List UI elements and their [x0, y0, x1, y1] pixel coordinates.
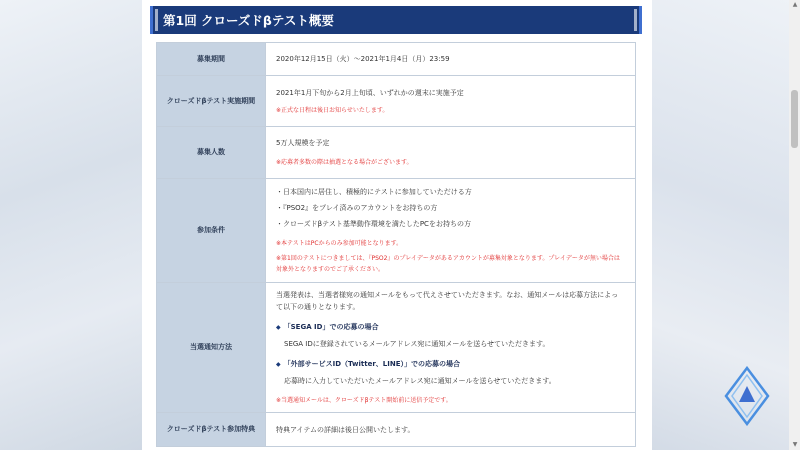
external-id-body: 応募時に入力していただいたメールアドレス宛に通知メールを送らせていただきます。 [284, 377, 556, 385]
condition-item: ・『PSO2』をプレイ済みのアカウントをお持ちの方 [276, 204, 438, 212]
row-value-conditions [266, 179, 636, 283]
table-row [157, 76, 636, 127]
background-left [0, 0, 142, 450]
recruit-count-text: 5万人規模を予定 [276, 139, 330, 147]
sega-id-heading [276, 321, 625, 334]
diamond-bullet-icon: ◆ [276, 324, 281, 331]
notification-intro: 当選発表は、当選者様宛の通知メールをもって代えさせていただきます。なお、通知メールは応募方法によって以下の通りとなります。 [276, 291, 619, 311]
overview-table [156, 42, 636, 447]
row-value-bonus [266, 413, 636, 447]
section-title-bar [150, 6, 642, 34]
condition-item: ・日本国内に居住し、積極的にテストに参加していただける方 [276, 188, 472, 196]
row-value-notification [266, 283, 636, 413]
recruit-count-note: ※応募者多数の際は抽選となる場合がございます。 [276, 159, 413, 166]
sega-id-body: SEGA IDに登録されているメールアドレス宛に通知メールを送らせていただきます。 [284, 340, 550, 348]
row-value-test-period [266, 76, 636, 127]
table-row [157, 43, 636, 76]
row-label-recruit-count: 募集人数 [157, 127, 266, 179]
row-value-recruit-period [266, 43, 636, 76]
recruit-period-text: 2020年12月15日（火）～2021年1月4日（月）23:59 [276, 55, 450, 63]
test-period-text: 2021年1月下旬から2月上旬頃、いずれかの週末に実施予定 [276, 88, 464, 97]
conditions-note: ※第1回のテストにつきましては、『PSO2』のプレイデータがあるアカウントが募集対象となります。プレイデータが無い場合は対象外となりますのでご了承ください。 [276, 255, 620, 273]
notification-note: ※当選通知メールは、クローズドβテスト開始前に送信予定です。 [276, 397, 452, 404]
table-row [157, 413, 636, 447]
row-label-recruit-period: 募集期間 [157, 43, 266, 76]
table-row [157, 179, 636, 283]
table-row [157, 283, 636, 413]
external-id-heading [276, 358, 625, 371]
diamond-bullet-icon: ◆ [276, 361, 281, 368]
page-top-arrow-icon [724, 366, 770, 426]
page-top-button[interactable] [724, 366, 770, 426]
external-id-heading-text: 「外部サービスID（Twitter、LINE）」での応募の場合 [283, 360, 461, 368]
row-label-notification: 当選通知方法 [157, 283, 266, 413]
scrollbar-track[interactable] [789, 0, 800, 450]
row-value-recruit-count [266, 127, 636, 179]
bonus-text: 特典アイテムの詳細は後日公開いたします。 [276, 425, 415, 434]
row-label-bonus: クローズドβテスト参加特典 [157, 413, 266, 447]
scroll-down-arrow-icon[interactable]: ▼ [792, 441, 798, 448]
table-row [157, 127, 636, 179]
row-label-test-period: クローズドβテスト実施期間 [157, 76, 266, 127]
section-title: 第1回 クローズドβテスト概要 [163, 13, 334, 28]
scroll-up-arrow-icon[interactable]: ▲ [792, 1, 798, 8]
scrollbar-thumb[interactable] [791, 90, 798, 148]
test-period-note: ※正式な日程は後日お知らせいたします。 [276, 106, 389, 114]
condition-item: ・クローズドβテスト基準動作環境を満たしたPCをお持ちの方 [276, 220, 471, 228]
sega-id-heading-text: 「SEGA ID」での応募の場合 [283, 323, 379, 331]
row-label-conditions: 参加条件 [157, 179, 266, 283]
conditions-note: ※本テストはPCからのみ参加可能となります。 [276, 240, 403, 247]
